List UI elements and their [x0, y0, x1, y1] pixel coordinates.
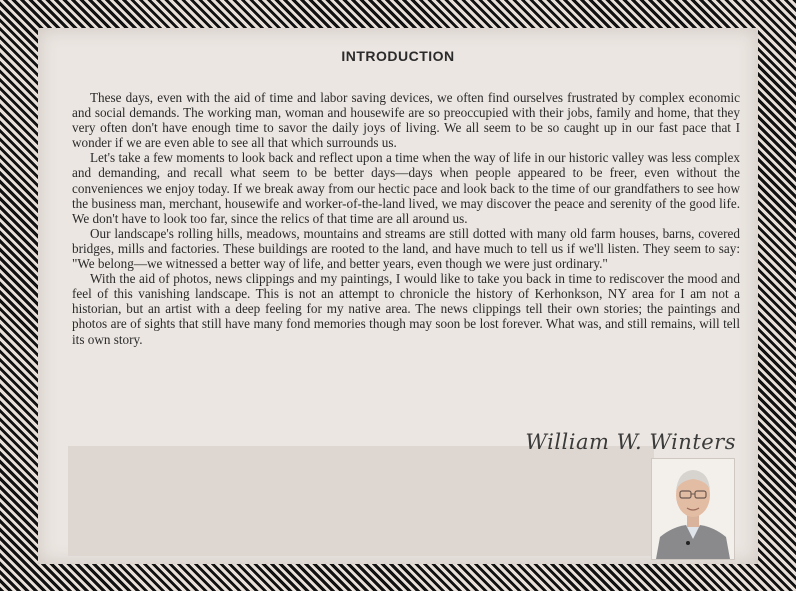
- paragraph-2: Let's take a few moments to look back and reflect upon a time when the way of life in our historic valley was less complex and demanding, and recall what seem to be better days—days when people appeared to be freer, even without the conveniences we enjoy today. If we break away from our hectic pace and look back to the time of our grandfathers to see how the business man, merchant, housewife and worker-of-the-land lived, we may discover the peace and serenity of the good life. We don't have to look too far, since the relics of that time are all around us.: [72, 150, 740, 226]
- author-signature: William W. Winters: [525, 430, 736, 454]
- page-title: INTRODUCTION: [341, 48, 455, 64]
- document-page: [38, 28, 758, 564]
- paragraph-1: These days, even with the aid of time and labor saving devices, we often find ourselves frustrated by complex economic and social demands. The working man, woman and housewife are so preoccupied with their jobs, family and home, that they very often don't have enough time to savor the daily joys of living. We all seem to be so caught up in our fast pace that I wonder if we are even able to see all that which surrounds us.: [72, 90, 740, 151]
- paragraph-3: Our landscape's rolling hills, meadows, mountains and streams are still dotted with many old farm houses, barns, covered bridges, mills and factories. These buildings are rooted to the land, and have much to tell us if we'll listen. They seem to say: "We belong—we witnessed a better way of life, and better years, even though we were just ordinary.": [72, 225, 740, 272]
- paragraph-4: With the aid of photos, news clippings and my paintings, I would like to take you back in time to rediscover the mood and feel of this vanishing landscape. This is not an attempt to chronicle the history of Kerhonkson, NY area for I am not a historian, but an artist with a deep feeling for my native area. The news clippings tell their own stories; the paintings and photos are of sights that still have many fond memories though may soon be lost forever. What was, and still remains, will tell its own story.: [72, 271, 740, 347]
- lower-blank-panel: [68, 446, 654, 556]
- portrait-image: [652, 459, 734, 559]
- author-portrait: [651, 458, 735, 560]
- introduction-body: [72, 90, 740, 347]
